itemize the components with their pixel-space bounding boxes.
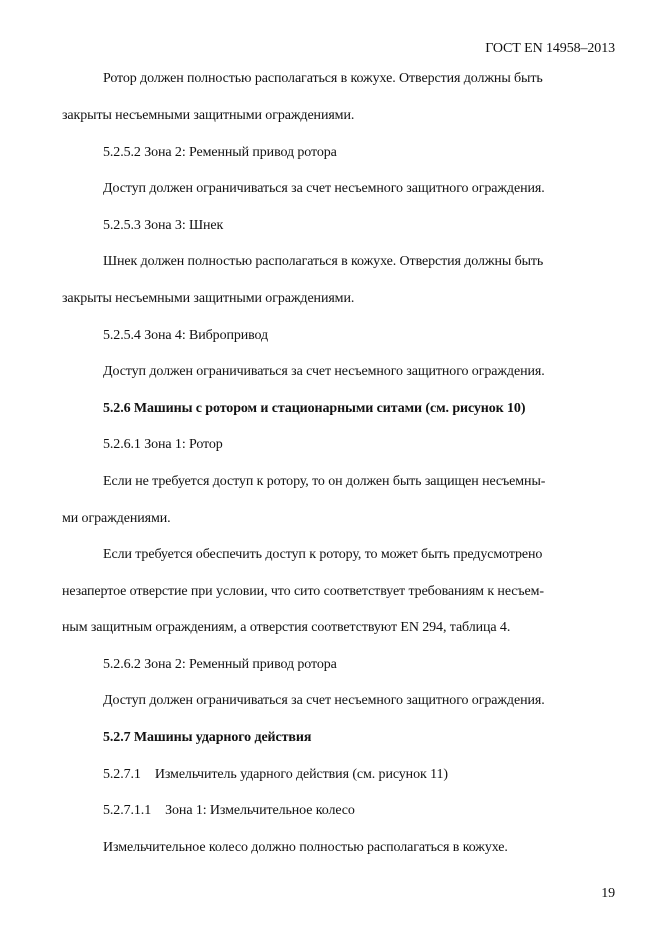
paragraph-line: закрыты несъемными защитными ограждениями. [62,108,355,123]
section-heading-bold: 5.2.6 Машины с ротором и стационарными ситами (см. рисунок 10) [103,401,526,416]
paragraph-line: Измельчительное колесо должно полностью располагаться в кожухе. [103,840,508,855]
section-title: Измельчитель ударного действия (см. рисунок 11) [154,767,448,782]
paragraph-line: Если требуется обеспечить доступ к ротору, то может быть предусмотрено [103,547,543,562]
section-number: 5.2.7.1 [103,767,141,782]
paragraph-line: Доступ должен ограничиваться за счет несъемного защитного ограждения. [103,181,545,196]
paragraph-line: Шнек должен полностью располагаться в кожухе. Отверстия должны быть [103,254,544,269]
section-heading: 5.2.5.2 Зона 2: Ременный привод ротора [103,145,337,160]
paragraph-line: закрыты несъемными защитными ограждениями. [62,291,355,306]
paragraph-line: Если не требуется доступ к ротору, то он должен быть защищен несъемны- [103,474,546,489]
section-heading: 5.2.6.2 Зона 2: Ременный привод ротора [103,657,337,672]
document-header: ГОСТ EN 14958–2013 [485,41,615,56]
paragraph-line: Ротор должен полностью располагаться в кожухе. Отверстия должны быть [103,71,543,86]
section-title: Зона 1: Измельчительное колесо [165,803,355,818]
page-number: 19 [601,886,615,901]
section-heading-bold: 5.2.7 Машины ударного действия [103,730,312,745]
section-heading: 5.2.6.1 Зона 1: Ротор [103,437,223,452]
section-heading [103,802,355,820]
paragraph-line: Доступ должен ограничиваться за счет несъемного защитного ограждения. [103,364,545,379]
section-heading: 5.2.5.4 Зона 4: Вибропривод [103,328,269,343]
paragraph-line: ным защитным ограждениям, а отверстия соответствуют EN 294, таблица 4. [62,620,511,635]
section-heading: 5.2.5.3 Зона 3: Шнек [103,218,224,233]
paragraph-line: незапертое отверстие при условии, что сито соответствует требованиям к несъем- [62,584,544,599]
section-number: 5.2.7.1.1 [103,803,152,818]
paragraph-line: Доступ должен ограничиваться за счет несъемного защитного ограждения. [103,693,545,708]
paragraph-line: ми ограждениями. [62,511,171,526]
section-heading [103,766,448,784]
